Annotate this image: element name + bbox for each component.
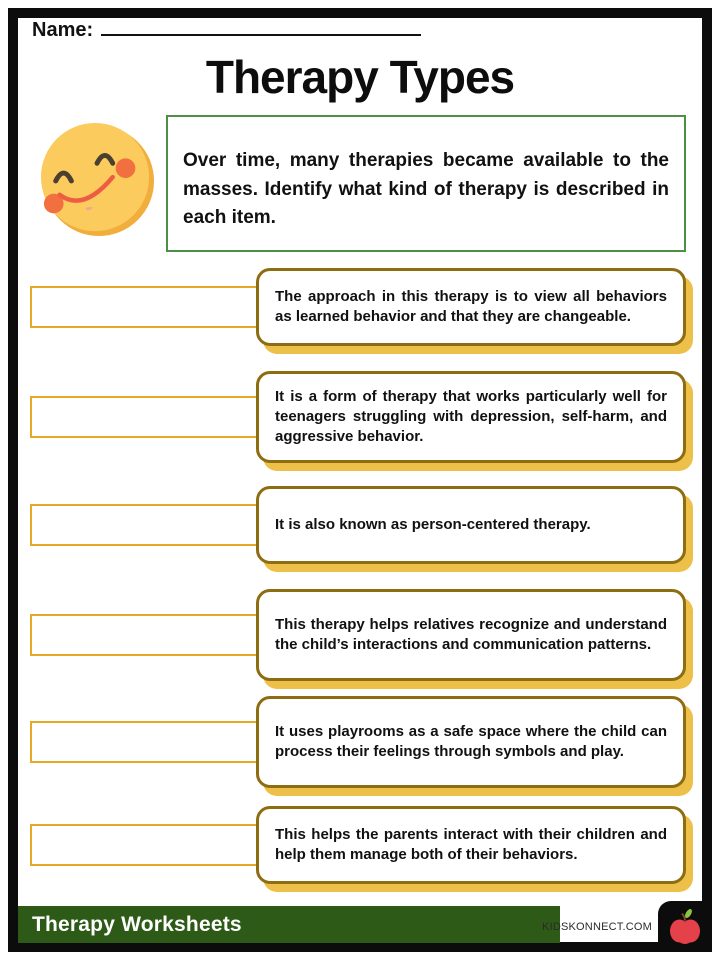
answer-blank-5[interactable] (30, 721, 262, 763)
site-credit[interactable]: KIDSKONNECT.COM (542, 921, 652, 933)
question-text-6: This helps the parents interact with their children and help them manage both of their behaviors. (275, 825, 667, 863)
instruction-text: Over time, many therapies became available to the masses. Identify what kind of therapy is described in each item. (183, 150, 669, 228)
page-title: Therapy Types (205, 51, 515, 103)
name-label: Name: (32, 19, 94, 41)
instruction-box (166, 115, 686, 252)
name-row (32, 16, 421, 42)
answer-blank-1[interactable] (30, 286, 262, 328)
question-bubble-3 (256, 486, 686, 564)
apple-icon (666, 907, 704, 947)
question-text-5: It uses playrooms as a safe space where the child can process their feelings through symbols and play. (275, 722, 667, 760)
answer-blank-2[interactable] (30, 396, 262, 438)
footer-worksheet-label: Therapy Worksheets (32, 912, 242, 936)
name-blank-line[interactable] (101, 16, 421, 36)
answer-blank-3[interactable] (30, 504, 262, 546)
question-bubble-1 (256, 268, 686, 346)
answer-blank-4[interactable] (30, 614, 262, 656)
question-text-4: This therapy helps relatives recognize and understand the child’s interactions and communication patterns. (275, 615, 667, 653)
question-bubble-6 (256, 806, 686, 884)
question-bubble-5 (256, 696, 686, 788)
question-text-3: It is also known as person-centered therapy. (275, 515, 591, 533)
answer-blank-6[interactable] (30, 824, 262, 866)
question-bubble-2 (256, 371, 686, 463)
kidskonnect-logo[interactable] (658, 901, 712, 952)
question-text-1: The approach in this therapy is to view all behaviors as learned behavior and that they are changeable. (275, 287, 667, 325)
smiley-face-icon (38, 120, 156, 238)
footer-title-bar (18, 906, 560, 943)
question-bubble-4 (256, 589, 686, 681)
question-text-2: It is a form of therapy that works particularly well for teenagers struggling with depression, self-harm, and aggressive behavior. (275, 387, 667, 446)
